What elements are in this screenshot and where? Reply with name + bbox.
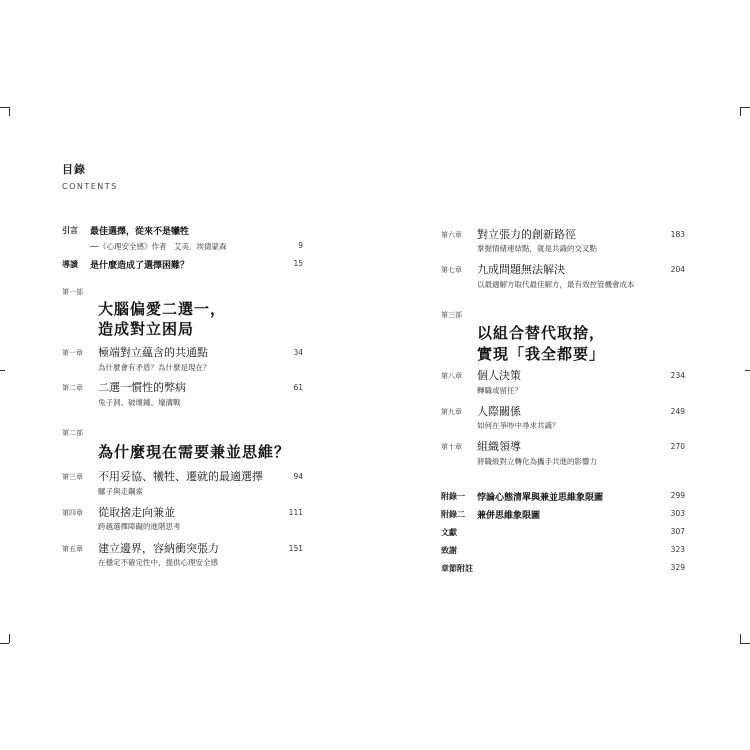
chapter-page: 183 [670, 230, 685, 239]
part2-title[interactable]: 為什麼現在需要兼並思維？ [98, 443, 291, 461]
chapter-page: 111 [288, 508, 303, 517]
crop-mark [0, 370, 5, 371]
crop-mark [9, 107, 10, 116]
chapter-title[interactable]: 人際關係 [477, 405, 521, 418]
chapter-subtitle: 兔子洞、破壞鐘、壕溝戰 [98, 398, 181, 407]
toc-title: 目錄 [62, 163, 86, 176]
chapter-subtitle: 為什麼會有矛盾？為什麼是現在？ [98, 363, 211, 372]
intro-title[interactable]: 最佳選擇，從來不是犧牲 [90, 227, 190, 237]
acknowledgments-page: 323 [670, 545, 685, 554]
chapter-page: 234 [670, 371, 685, 380]
intro-label: 引言 [62, 226, 78, 235]
chapter-title[interactable]: 建立邊界，容納衝突張力 [98, 542, 219, 555]
chapter-page: 34 [293, 348, 303, 357]
chapter-subtitle: 以最適解方取代最佳解方，最有效控管機會成本 [477, 280, 635, 289]
chapter-label: 第七章 [441, 266, 462, 274]
chapter-label: 第十章 [441, 443, 462, 451]
part1-title-line2[interactable]: 造成對立困局 [98, 320, 195, 338]
crop-mark [740, 107, 741, 116]
crop-mark [740, 107, 750, 108]
part3-title-line2[interactable]: 實現「我全都要」 [477, 345, 606, 363]
chapter-subtitle: 在穩定不確定性中，提供心理安全感 [98, 558, 218, 567]
toc-subtitle: CONTENTS [62, 182, 118, 191]
chapter-label: 第六章 [441, 231, 462, 239]
bibliography-page: 307 [670, 527, 685, 536]
chapter-subtitle: 掌握情緒連結點，就是共識的交叉點 [477, 244, 597, 253]
appendix-label: 附錄一 [441, 492, 465, 501]
appendix-label: 附錄二 [441, 510, 465, 519]
acknowledgments-label[interactable]: 致謝 [441, 546, 457, 555]
chapter-title[interactable]: 從取捨走向兼並 [98, 506, 175, 519]
part3-title-line1[interactable]: 以組合替代取捨， [477, 324, 606, 342]
notes-label[interactable]: 章節附註 [441, 564, 473, 573]
chapter-title[interactable]: 二選一慣性的弊病 [98, 381, 186, 394]
appendix-title[interactable]: 悖論心態清單與兼並思維象限圖 [477, 493, 604, 503]
chapter-page: 151 [288, 544, 303, 553]
chapter-page: 61 [293, 383, 303, 392]
intro-byline: ──《心理安全感》作者 艾美．埃德蒙森 [90, 242, 227, 251]
chapter-label: 第三章 [62, 473, 83, 481]
notes-page: 329 [670, 563, 685, 572]
chapter-label: 第二章 [62, 384, 83, 392]
chapter-label: 第九章 [441, 408, 462, 416]
chapter-label: 第一章 [62, 349, 83, 357]
part1-label: 第一部 [62, 288, 83, 296]
part1-title-line1[interactable]: 大腦偏愛二選一， [98, 300, 227, 318]
crop-mark [9, 634, 10, 643]
chapter-subtitle: 如何在爭吵中尋求共識？ [477, 421, 560, 430]
chapter-page: 204 [670, 265, 685, 274]
crop-mark [740, 643, 750, 644]
intro-page: 9 [298, 241, 303, 250]
crop-mark [0, 643, 9, 644]
chapter-page: 270 [670, 442, 685, 451]
chapter-label: 第四章 [62, 509, 83, 517]
chapter-title[interactable]: 組織領導 [477, 440, 521, 453]
chapter-subtitle: 將職級對立轉化為攜手共進的影響力 [477, 457, 597, 466]
crop-mark [740, 634, 741, 643]
crop-mark [745, 370, 750, 371]
part3-label: 第三部 [441, 311, 462, 319]
chapter-label: 第八章 [441, 372, 462, 380]
chapter-title[interactable]: 九成問題無法解決 [477, 263, 565, 276]
bibliography-label[interactable]: 文獻 [441, 528, 457, 537]
appendix-page: 303 [670, 509, 685, 518]
chapter-title[interactable]: 不用妥協、犧牲、遷就的最適選擇 [98, 470, 263, 483]
chapter-title[interactable]: 極端對立蘊含的共通點 [98, 346, 208, 359]
chapter-title[interactable]: 對立張力的創新路徑 [477, 228, 576, 241]
chapter-page: 249 [670, 407, 685, 416]
chapter-page: 94 [293, 472, 303, 481]
appendix-title[interactable]: 兼併思維象限圖 [477, 511, 541, 521]
chapter-subtitle: 騾子與走鋼索 [98, 487, 143, 496]
guide-label: 導讀 [62, 260, 78, 269]
part2-label: 第二部 [62, 429, 83, 437]
chapter-subtitle: 轉職或留任？ [477, 386, 522, 395]
chapter-label: 第五章 [62, 545, 83, 553]
guide-title[interactable]: 是什麼造成了選擇困難？ [90, 261, 190, 271]
crop-mark [0, 107, 9, 108]
guide-page: 15 [293, 259, 303, 268]
chapter-subtitle: 跨越選擇障礙的進階思考 [98, 522, 181, 531]
chapter-title[interactable]: 個人決策 [477, 369, 521, 382]
appendix-page: 299 [670, 491, 685, 500]
